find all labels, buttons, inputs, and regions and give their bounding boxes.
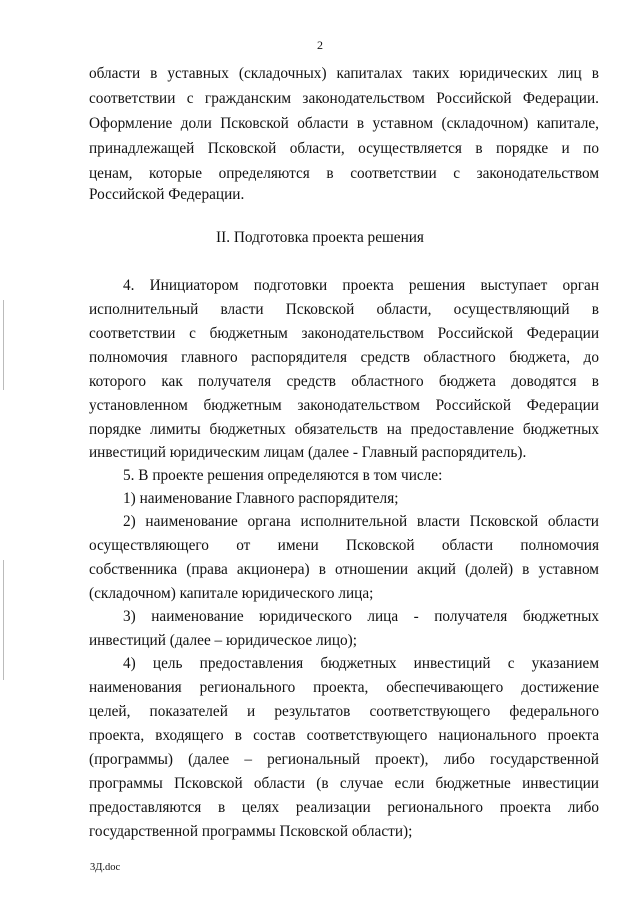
footer-filename: 3Д.doc [90, 862, 121, 873]
scan-edge-mark [3, 300, 4, 390]
list-item-4-line-3: целей, показателей и результатов соответствующего федерального [89, 703, 599, 720]
paragraph-4-line-3: соответствии с бюджетным законодательством Российской Федерации [89, 325, 599, 342]
list-item-4-line-1: 4) цель предоставления бюджетных инвестиций с указанием [123, 655, 599, 672]
list-item-3-line-1: 3) наименование юридического лица - получателя бюджетных [123, 608, 599, 625]
intro-line-4: принадлежащей Псковской области, осуществляется в порядке и по [89, 140, 599, 157]
page-number: 2 [317, 38, 323, 52]
intro-line-6: Российской Федерации. [89, 186, 245, 203]
paragraph-5: 5. В проекте решения определяются в том числе: [123, 467, 443, 484]
paragraph-4-line-7: порядке лимиты бюджетных обязательств на предоставление бюджетных [89, 421, 599, 438]
list-item-2-line-3: собственника (права акционера) в отношении акций (долей) в уставном [89, 561, 599, 578]
intro-line-3: Оформление доли Псковской области в уставном (складочном) капитале, [89, 115, 599, 132]
paragraph-4-line-1: 4. Инициатором подготовки проекта решения выступает орган [123, 277, 599, 294]
paragraph-4-line-8: инвестиций юридическим лицам (далее - Главный распорядитель). [89, 444, 527, 461]
paragraph-4-line-5: которого как получателя средств областного бюджета доводятся в [89, 373, 599, 390]
list-item-2-line-1: 2) наименование органа исполнительной власти Псковской области [123, 513, 599, 530]
list-item-4-line-6: программы Псковской области (в случае если бюджетные инвестиции [89, 775, 599, 792]
intro-line-2: соответствии с гражданским законодательством Российской Федерации. [89, 90, 599, 107]
scan-edge-mark [3, 560, 4, 680]
list-item-4-line-7: предоставляются в целях реализации регионального проекта либо [89, 799, 599, 816]
list-item-1: 1) наименование Главного распорядителя; [123, 490, 399, 507]
list-item-2-line-4: (складочном) капитале юридического лица; [89, 585, 374, 602]
list-item-3-line-2: инвестиций (далее – юридическое лицо); [89, 632, 358, 649]
list-item-4-line-8: государственной программы Псковской области); [89, 823, 413, 840]
list-item-4-line-4: проекта, входящего в состав соответствующего национального проекта [89, 727, 599, 744]
intro-line-1: области в уставных (складочных) капиталах таких юридических лиц в [89, 65, 599, 82]
section-heading: II. Подготовка проекта решения [216, 229, 424, 246]
list-item-4-line-2: наименования регионального проекта, обеспечивающего достижение [89, 679, 599, 696]
list-item-2-line-2: осуществляющего от имени Псковской области полномочия [89, 537, 599, 554]
paragraph-4-line-6: установленном бюджетным законодательством Российской Федерации [89, 397, 599, 414]
paragraph-4-line-2: исполнительный власти Псковской области, осуществляющий в [89, 301, 599, 318]
intro-line-5: ценам, которые определяются в соответствии с законодательством [89, 165, 599, 182]
list-item-4-line-5: (программы) (далее – региональный проект), либо государственной [89, 751, 599, 768]
paragraph-4-line-4: полномочия главного распорядителя средств областного бюджета, до [89, 349, 599, 366]
